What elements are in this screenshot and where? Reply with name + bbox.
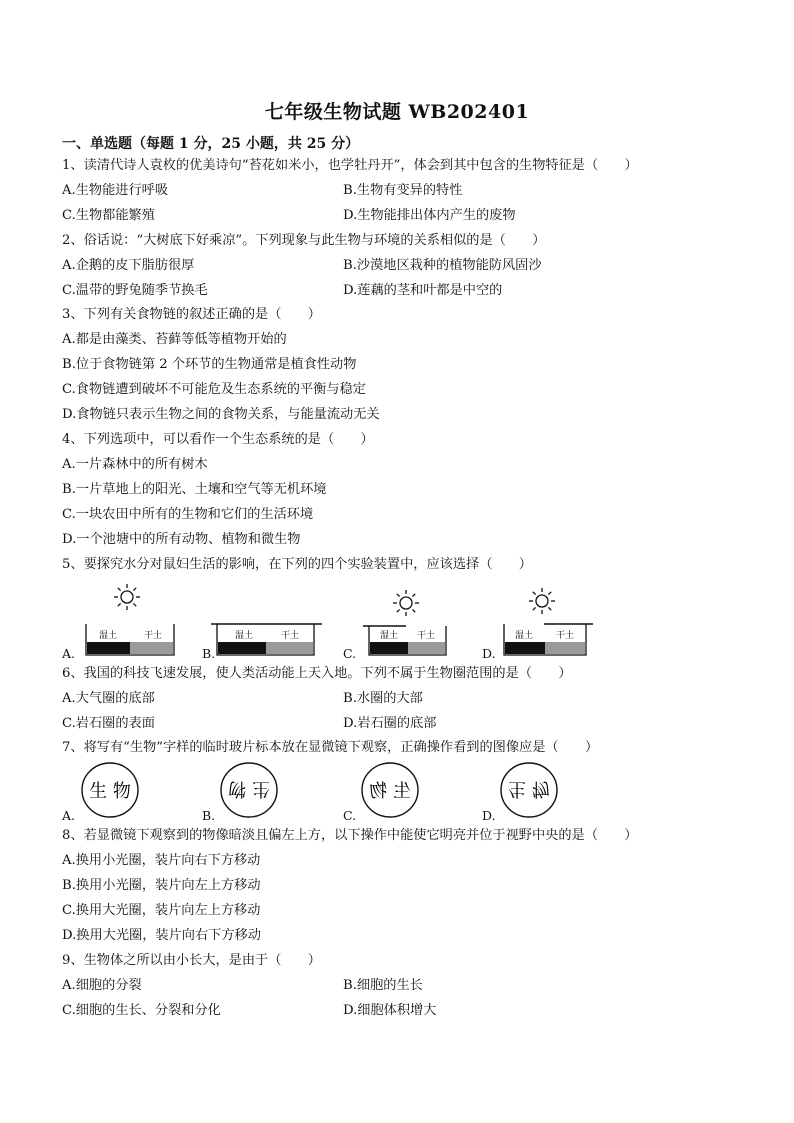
view-d bbox=[501, 763, 557, 817]
question-4-option-d: D.一个池塘中的所有动物、植物和微生物 bbox=[62, 532, 301, 547]
question-9-option-c: C.细胞的生长、分裂和分化 bbox=[62, 1003, 221, 1018]
dry-soil-label: 干土 bbox=[280, 631, 300, 641]
question-4-option-a: A.一片森林中的所有树木 bbox=[62, 457, 208, 472]
question-8-option-d: D.换用大光圈，装片向右下方移动 bbox=[62, 928, 261, 943]
question-6-stem: 6、我国的科技飞速发展，使人类活动能上天入地。下列不属于生物圈范围的是（ ） bbox=[62, 666, 572, 681]
question-6-option-a: A.大气圈的底部 bbox=[62, 691, 155, 706]
question-5-label-a: A. bbox=[62, 646, 76, 661]
sun-icon bbox=[393, 590, 419, 616]
question-4-stem: 4、下列选项中，可以看作一个生态系统的是（ ） bbox=[62, 432, 374, 447]
sun-icon bbox=[114, 584, 140, 610]
question-9-option-b: B.细胞的生长 bbox=[343, 978, 423, 993]
question-8-option-a: A.换用小光圈，装片向右下方移动 bbox=[62, 853, 261, 868]
question-5-apparatus-figure bbox=[60, 580, 620, 662]
page-title: 七年级生物试题 WB202401 bbox=[264, 101, 530, 123]
question-8-stem: 8、若显微镜下观察到的物像暗淡且偏左上方，以下操作中能使它明亮并位于视野中央的是（ ） bbox=[62, 828, 638, 843]
dry-soil-label: 干土 bbox=[555, 631, 575, 641]
view-c-text: 生 物 bbox=[369, 781, 411, 802]
question-4-option-c: C.一块农田中所有的生物和它们的生活环境 bbox=[62, 507, 314, 522]
wet-soil-label: 湿土 bbox=[234, 631, 254, 641]
question-7-label-c: C. bbox=[343, 808, 357, 823]
question-2-option-d: D.莲藕的茎和叶都是中空的 bbox=[343, 283, 503, 298]
question-3-option-b: B.位于食物链第 2 个环节的生物通常是植食性动物 bbox=[62, 357, 357, 372]
question-3-option-d: D.食物链只表示生物之间的食物关系，与能量流动无关 bbox=[62, 407, 380, 422]
question-8-option-c: C.换用大光圈，装片向左上方移动 bbox=[62, 903, 261, 918]
question-1-stem: 1、读清代诗人袁枚的优美诗句“苔花如米小，也学牡丹开”，体会到其中包含的生物特征是（ ） bbox=[62, 158, 638, 173]
question-7-label-b: B. bbox=[202, 808, 216, 823]
question-3-option-c: C.食物链遭到破坏不可能危及生态系统的平衡与稳定 bbox=[62, 382, 366, 397]
view-d-text: 生 物 bbox=[508, 778, 550, 799]
view-a-text: 生 物 bbox=[89, 781, 131, 802]
dry-soil-label: 干土 bbox=[416, 631, 436, 641]
sun-icon bbox=[529, 588, 555, 614]
question-2-option-c: C.温带的野兔随季节换毛 bbox=[62, 283, 208, 298]
question-2-option-a: A.企鹅的皮下脂肪很厚 bbox=[62, 258, 195, 273]
section-heading: 一、单选题（每题 1 分，25 小题，共 25 分） bbox=[62, 136, 360, 152]
view-a bbox=[82, 763, 138, 817]
dry-soil-label: 干土 bbox=[143, 631, 163, 641]
question-9-option-d: D.细胞体积增大 bbox=[343, 1003, 437, 1018]
question-9-option-a: A.细胞的分裂 bbox=[62, 978, 142, 993]
question-7-label-a: A. bbox=[62, 808, 76, 823]
question-5-label-c: C. bbox=[343, 646, 357, 661]
apparatus-b bbox=[211, 624, 322, 655]
question-8-option-b: B.换用小光圈，装片向左上方移动 bbox=[62, 878, 261, 893]
question-4-option-b: B.一片草地上的阳光、土壤和空气等无机环境 bbox=[62, 482, 327, 497]
view-b-text: 生 物 bbox=[228, 778, 270, 799]
question-6-option-b: B.水圈的大部 bbox=[343, 691, 423, 706]
question-2-stem: 2、俗话说：“大树底下好乘凉”。下列现象与此生物与环境的关系相似的是（ ） bbox=[62, 233, 546, 248]
wet-soil-label: 湿土 bbox=[379, 631, 399, 641]
question-5-stem: 5、要探究水分对鼠妇生活的影响，在下列的四个实验装置中，应该选择（ ） bbox=[62, 557, 532, 572]
question-6-option-d: D.岩石圈的底部 bbox=[343, 716, 437, 731]
question-1-option-c: C.生物都能繁殖 bbox=[62, 208, 155, 223]
question-9-stem: 9、生物体之所以由小长大，是由于（ ） bbox=[62, 953, 321, 968]
question-7-label-d: D. bbox=[482, 808, 496, 823]
apparatus-d bbox=[504, 588, 593, 655]
question-6-option-c: C.岩石圈的表面 bbox=[62, 716, 155, 731]
question-5-label-b: B. bbox=[202, 646, 216, 661]
apparatus-a bbox=[86, 584, 174, 655]
question-2-option-b: B.沙漠地区栽种的植物能防风固沙 bbox=[343, 258, 542, 273]
apparatus-c bbox=[363, 590, 446, 655]
question-1-option-a: A.生物能进行呼吸 bbox=[62, 183, 169, 198]
question-1-option-d: D.生物能排出体内产生的废物 bbox=[343, 208, 516, 223]
view-c bbox=[362, 763, 418, 817]
wet-soil-label: 湿土 bbox=[98, 631, 118, 641]
question-5-label-d: D. bbox=[482, 646, 496, 661]
question-3-stem: 3、下列有关食物链的叙述正确的是（ ） bbox=[62, 307, 321, 322]
question-3-option-a: A.都是由藻类、苔藓等低等植物开始的 bbox=[62, 332, 287, 347]
question-7-microscope-views bbox=[60, 760, 620, 822]
wet-soil-label: 湿土 bbox=[514, 631, 534, 641]
view-b bbox=[221, 763, 277, 817]
question-7-stem: 7、将写有“生物”字样的临时玻片标本放在显微镜下观察，正确操作看到的图像应是（ ） bbox=[62, 740, 599, 755]
question-1-option-b: B.生物有变异的特性 bbox=[343, 183, 463, 198]
